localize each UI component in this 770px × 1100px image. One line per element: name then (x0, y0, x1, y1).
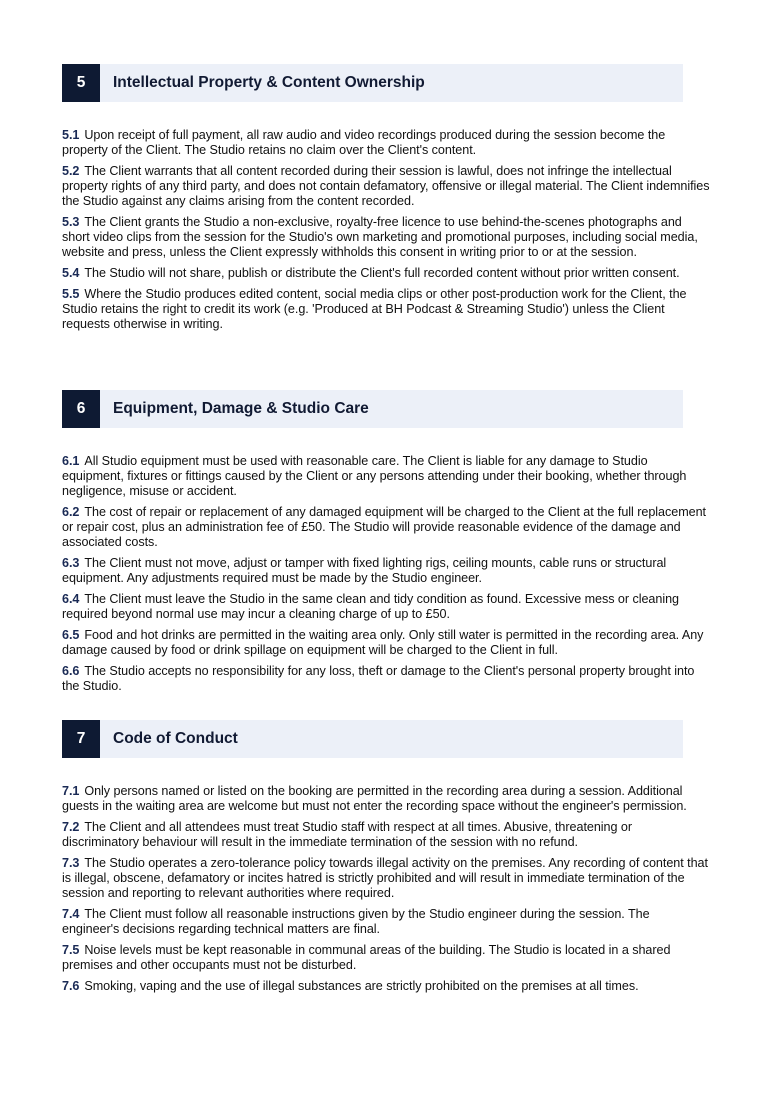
clause (62, 664, 710, 694)
section-5 (62, 64, 710, 338)
clause (62, 592, 710, 622)
clause-text: Where the Studio produces edited content, social media clips or other post-production work for the Client, the Studio retains the right to credit its work (e.g. 'Produced at BH Podcast & Streaming Studio') unless the Client requests otherwise in writing. (62, 287, 687, 331)
clause (62, 287, 710, 332)
clause (62, 628, 710, 658)
clause-text: All Studio equipment must be used with reasonable care. The Client is liable for any damage to Studio equipment, fixtures or fittings caused by the Client or any persons attending under their booking, whether through negligence, misuse or accident. (62, 454, 687, 498)
clause-number: 5.3 (62, 215, 80, 229)
clause (62, 820, 710, 850)
section-7 (62, 720, 710, 1000)
clause (62, 907, 710, 937)
clause-text: The Client must follow all reasonable instructions given by the Studio engineer during the session. The engineer's decisions regarding technical matters are final. (62, 907, 650, 936)
clause-number: 7.6 (62, 979, 80, 993)
clause (62, 215, 710, 260)
clause-number: 6.4 (62, 592, 80, 606)
clause-list (62, 128, 710, 332)
section-number: 6 (62, 390, 100, 428)
section-title: Equipment, Damage & Studio Care (113, 400, 369, 417)
clause-text: The cost of repair or replacement of any damaged equipment will be charged to the Client at the full replacement or repair cost, plus an administration fee of £50. The Studio will provide reasonable evidence of the damage and associated costs. (62, 505, 707, 549)
clause-text: Noise levels must be kept reasonable in communal areas of the building. The Studio is located in a shared premises and other occupants must not be disturbed. (62, 943, 671, 972)
clause (62, 979, 710, 994)
clause-number: 6.1 (62, 454, 80, 468)
clause-text: Food and hot drinks are permitted in the waiting area only. Only still water is permitted in the recording area. Any damage caused by food or drink spillage on equipment will be charged to the Client in full. (62, 628, 704, 657)
clause (62, 856, 710, 901)
section-6 (62, 390, 710, 700)
clause-text: Upon receipt of full payment, all raw audio and video recordings produced during the session become the property of the Client. The Studio retains no claim over the Client's content. (62, 128, 666, 157)
section-title: Code of Conduct (113, 730, 238, 747)
clause-number: 6.5 (62, 628, 80, 642)
clause-text: The Client and all attendees must treat Studio staff with respect at all times. Abusive, threatening or discriminatory behaviour will result in the immediate termination of the session with no refund. (62, 820, 633, 849)
clause-list (62, 784, 710, 994)
clause-text: Smoking, vaping and the use of illegal substances are strictly prohibited on the premises at all times. (84, 979, 639, 993)
clause-number: 6.2 (62, 505, 80, 519)
clause-text: The Client grants the Studio a non-exclusive, royalty-free licence to use behind-the-scenes photographs and short video clips from the session for the Studio's own marketing and promotional purposes, including social media, website and press, unless the Client expressly withholds this consent in writing prior to or at the session. (62, 215, 698, 259)
section-number: 5 (62, 64, 100, 102)
clause-number: 7.2 (62, 820, 80, 834)
clause-text: The Studio will not share, publish or distribute the Client's full recorded content without prior written consent. (84, 266, 680, 280)
clause (62, 164, 710, 209)
clause-number: 7.3 (62, 856, 80, 870)
clause-number: 7.5 (62, 943, 80, 957)
clause (62, 556, 710, 586)
clause (62, 266, 710, 281)
clause-text: The Client warrants that all content recorded during their session is lawful, does not infringe the intellectual property rights of any third party, and does not contain defamatory, offensive or illegal material. The Client indemnifies the Studio against any claims arising from the content recorded. (62, 164, 710, 208)
clause-number: 5.4 (62, 266, 80, 280)
section-header (62, 64, 683, 102)
clause-number: 7.1 (62, 784, 80, 798)
clause (62, 943, 710, 973)
clause-text: The Client must not move, adjust or tamper with fixed lighting rigs, ceiling mounts, cable runs or structural equipment. Any adjustments required must be made by the Studio engineer. (62, 556, 667, 585)
clause (62, 128, 710, 158)
clause-number: 6.6 (62, 664, 80, 678)
clause-list (62, 454, 710, 694)
clause-number: 6.3 (62, 556, 80, 570)
clause-number: 7.4 (62, 907, 80, 921)
clause (62, 454, 710, 499)
section-header (62, 390, 683, 428)
clause-number: 5.1 (62, 128, 80, 142)
clause-text: Only persons named or listed on the booking are permitted in the recording area during a session. Additional guests in the waiting area are welcome but must not enter the recording space without the engineer's permission. (62, 784, 687, 813)
clause (62, 505, 710, 550)
clause-number: 5.2 (62, 164, 80, 178)
clause-number: 5.5 (62, 287, 80, 301)
clause-text: The Studio operates a zero-tolerance policy towards illegal activity on the premises. Any recording of content that is illegal, obscene, defamatory or incites hatred is strictly prohibited and will result in immediate termination of the session and reporting to relevant authorities where required. (62, 856, 708, 900)
clause-text: The Studio accepts no responsibility for any loss, theft or damage to the Client's personal property brought into the Studio. (62, 664, 695, 693)
clause-text: The Client must leave the Studio in the same clean and tidy condition as found. Excessive mess or cleaning required beyond normal use may incur a cleaning charge of up to £50. (62, 592, 679, 621)
section-header (62, 720, 683, 758)
clause (62, 784, 710, 814)
section-title: Intellectual Property & Content Ownership (113, 74, 425, 91)
section-number: 7 (62, 720, 100, 758)
